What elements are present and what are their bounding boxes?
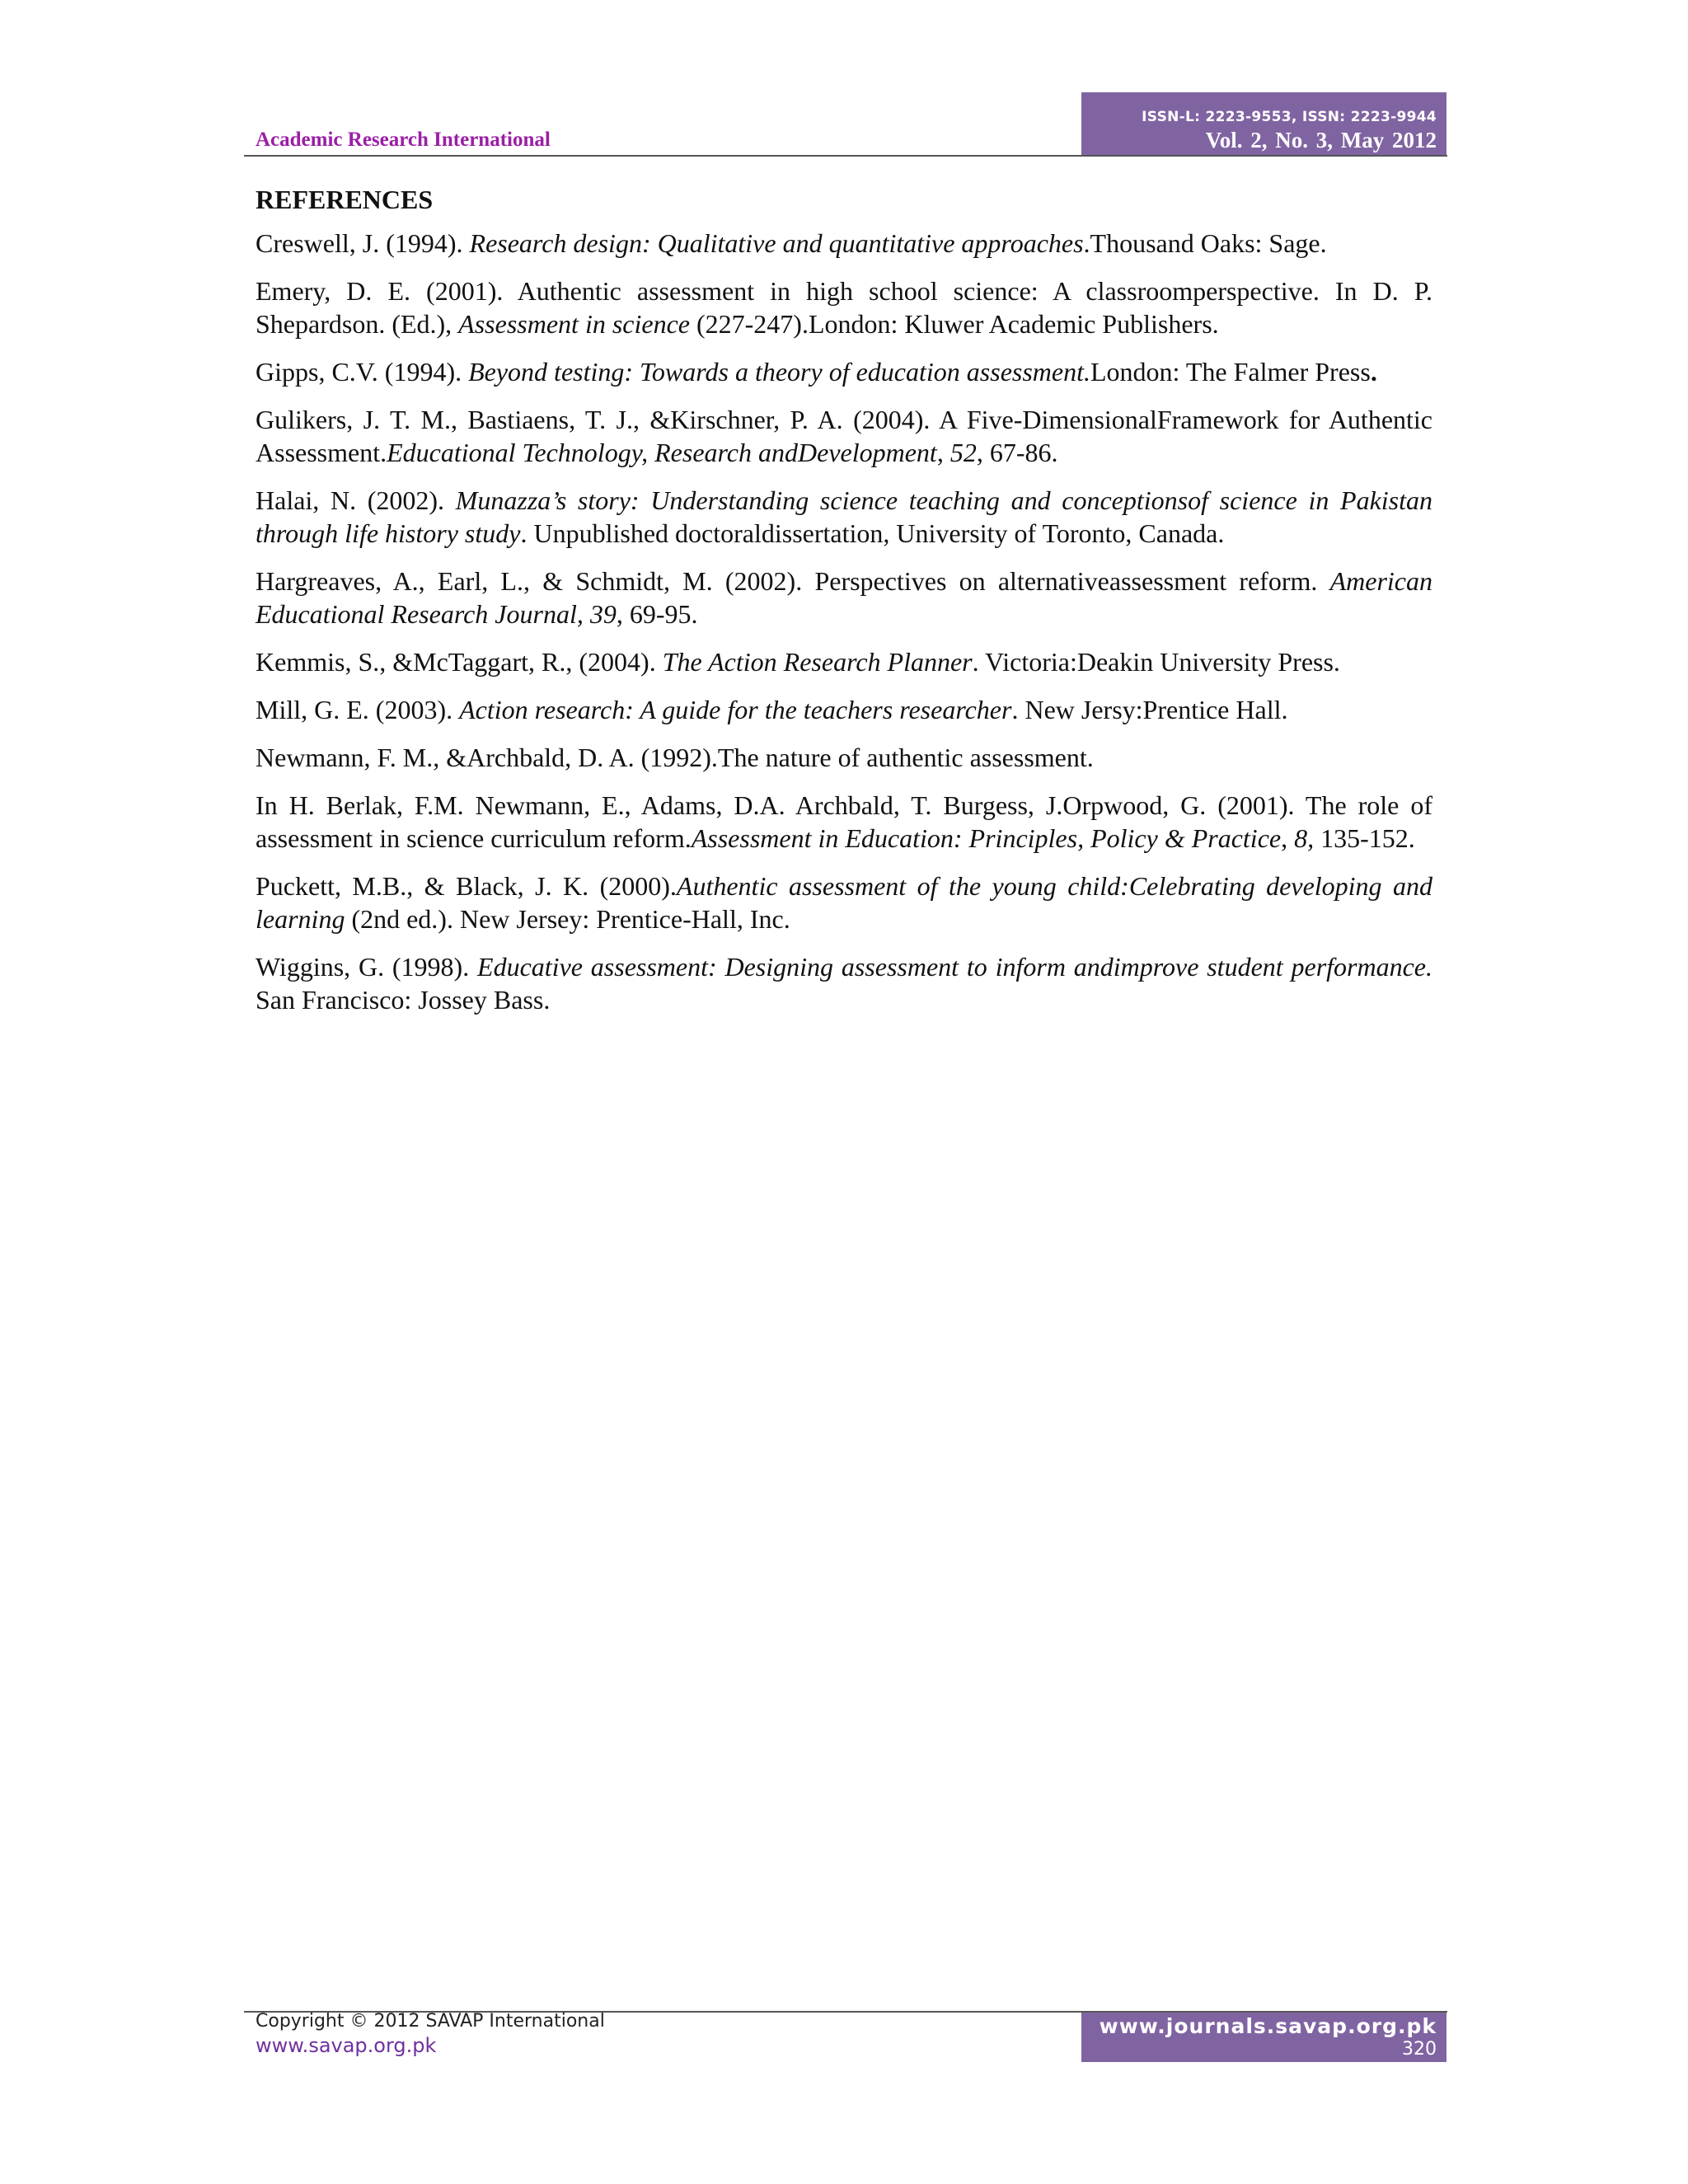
- journals-link[interactable]: www.journals.savap.org.pk: [1099, 2014, 1437, 2038]
- reference-text: San Francisco: Jossey Bass.: [256, 985, 551, 1015]
- reference-title-text: Action research: A guide for the teachers researcher: [459, 695, 1012, 724]
- reference-text: Puckett, M.B., & Black, J. K. (2000).: [256, 871, 677, 901]
- reference-entry: [256, 227, 1432, 260]
- reference-title-text: 8,: [1294, 823, 1315, 853]
- reference-text: London: The Falmer Press: [1090, 357, 1371, 387]
- reference-text: Newmann, F. M., &Archbald, D. A. (1992).The nature of authentic assessment.: [256, 743, 1094, 772]
- issue-info-box: [1081, 92, 1447, 157]
- issn-label: ISSN-L: 2223-9553, ISSN: 2223-9944: [1142, 109, 1437, 125]
- reference-title-text: Beyond testing: Towards a theory of education assessment.: [468, 357, 1090, 387]
- reference-text: . Unpublished doctoraldissertation, University of Toronto, Canada.: [520, 518, 1225, 548]
- reference-text: (2nd ed.). New Jersey: Prentice-Hall, Inc.: [345, 904, 790, 934]
- reference-title-text: Assessment in Education: Principles, Policy & Practice: [691, 823, 1282, 853]
- volume-label: Vol. 2, No. 3, May 2012: [1205, 128, 1437, 152]
- references-section: [256, 185, 1432, 1031]
- reference-text: Hargreaves, A., Earl, L., & Schmidt, M. (2002). Perspectives on alternativeassessment reform.: [256, 566, 1330, 596]
- reference-text: Emery, D. E. (2001). Authentic assessment in high school science: A classroomperspective. In D. P. Shepardson. (Ed.),: [256, 276, 1432, 339]
- reference-entry: [256, 693, 1432, 726]
- reference-title-text: American Educational Research Journal, 39: [256, 566, 1432, 629]
- reference-text: .Thousand Oaks: Sage.: [1083, 228, 1327, 258]
- reference-entry: [256, 403, 1432, 469]
- reference-text: Kemmis, S., &McTaggart, R., (2004).: [256, 647, 663, 677]
- reference-text: ,: [1281, 823, 1295, 853]
- reference-title-text: Educative assessment: Designing assessment to inform andimprove student performance.: [477, 952, 1433, 982]
- reference-text: . Victoria:Deakin University Press.: [972, 647, 1340, 677]
- savap-link[interactable]: www.savap.org.pk: [256, 2034, 437, 2057]
- reference-entry: [256, 789, 1432, 855]
- reference-list: [256, 227, 1432, 1016]
- section-heading: REFERENCES: [256, 185, 434, 214]
- reference-text: Mill, G. E. (2003).: [256, 695, 460, 724]
- footer-box: [1081, 2013, 1447, 2062]
- reference-entry: [256, 741, 1432, 774]
- reference-entry: [256, 484, 1432, 550]
- reference-title-text: Assessment in science: [458, 309, 690, 339]
- reference-entry: [256, 950, 1432, 1016]
- reference-text: . New Jersy:Prentice Hall.: [1011, 695, 1288, 724]
- reference-text: .: [1370, 357, 1377, 387]
- copyright-text: Copyright © 2012 SAVAP International: [256, 2011, 605, 2032]
- reference-title-text: Authentic assessment of the young child:Celebrating developing and learning: [256, 871, 1433, 934]
- page-number: 320: [1402, 2039, 1437, 2060]
- reference-text: Gulikers, J. T. M., Bastiaens, T. J., &Kirschner, P. A. (2004). A Five-DimensionalFramework for Authentic Assessment.: [256, 405, 1432, 467]
- reference-text: Creswell, J. (1994).: [256, 228, 470, 258]
- reference-title-text: Research design: Qualitative and quantitative approaches: [469, 228, 1084, 258]
- reference-title-text: Educational Technology, Research andDevelopment: [387, 438, 937, 467]
- reference-title-text: Munazza’s story: Understanding science teaching and conceptionsof science in Pakistan through life history study: [256, 485, 1433, 548]
- reference-text: Wiggins, G. (1998).: [256, 952, 478, 982]
- reference-text: ,: [936, 438, 950, 467]
- reference-title-text: The Action Research Planner: [662, 647, 973, 677]
- reference-entry: [256, 869, 1432, 935]
- reference-text: 135-152.: [1314, 823, 1415, 853]
- journal-title: Academic Research International: [256, 129, 551, 151]
- reference-text: (227-247).London: Kluwer Academic Publishers.: [689, 309, 1219, 339]
- reference-text: , 67-86.: [976, 438, 1058, 467]
- reference-title-text: 52: [950, 438, 977, 467]
- reference-text: In H. Berlak, F.M. Newmann, E., Adams, D.A. Archbald, T. Burgess, J.Orpwood, G. (2001). The role of assessment in science curriculum reform.: [256, 790, 1432, 853]
- reference-text: , 69-95.: [616, 599, 698, 629]
- reference-text: Halai, N. (2002).: [256, 485, 456, 515]
- reference-entry: [256, 274, 1432, 340]
- reference-entry: [256, 355, 1432, 388]
- header-divider: [244, 155, 1447, 157]
- reference-entry: [256, 645, 1432, 678]
- reference-entry: [256, 565, 1432, 630]
- reference-text: Gipps, C.V. (1994).: [256, 357, 469, 387]
